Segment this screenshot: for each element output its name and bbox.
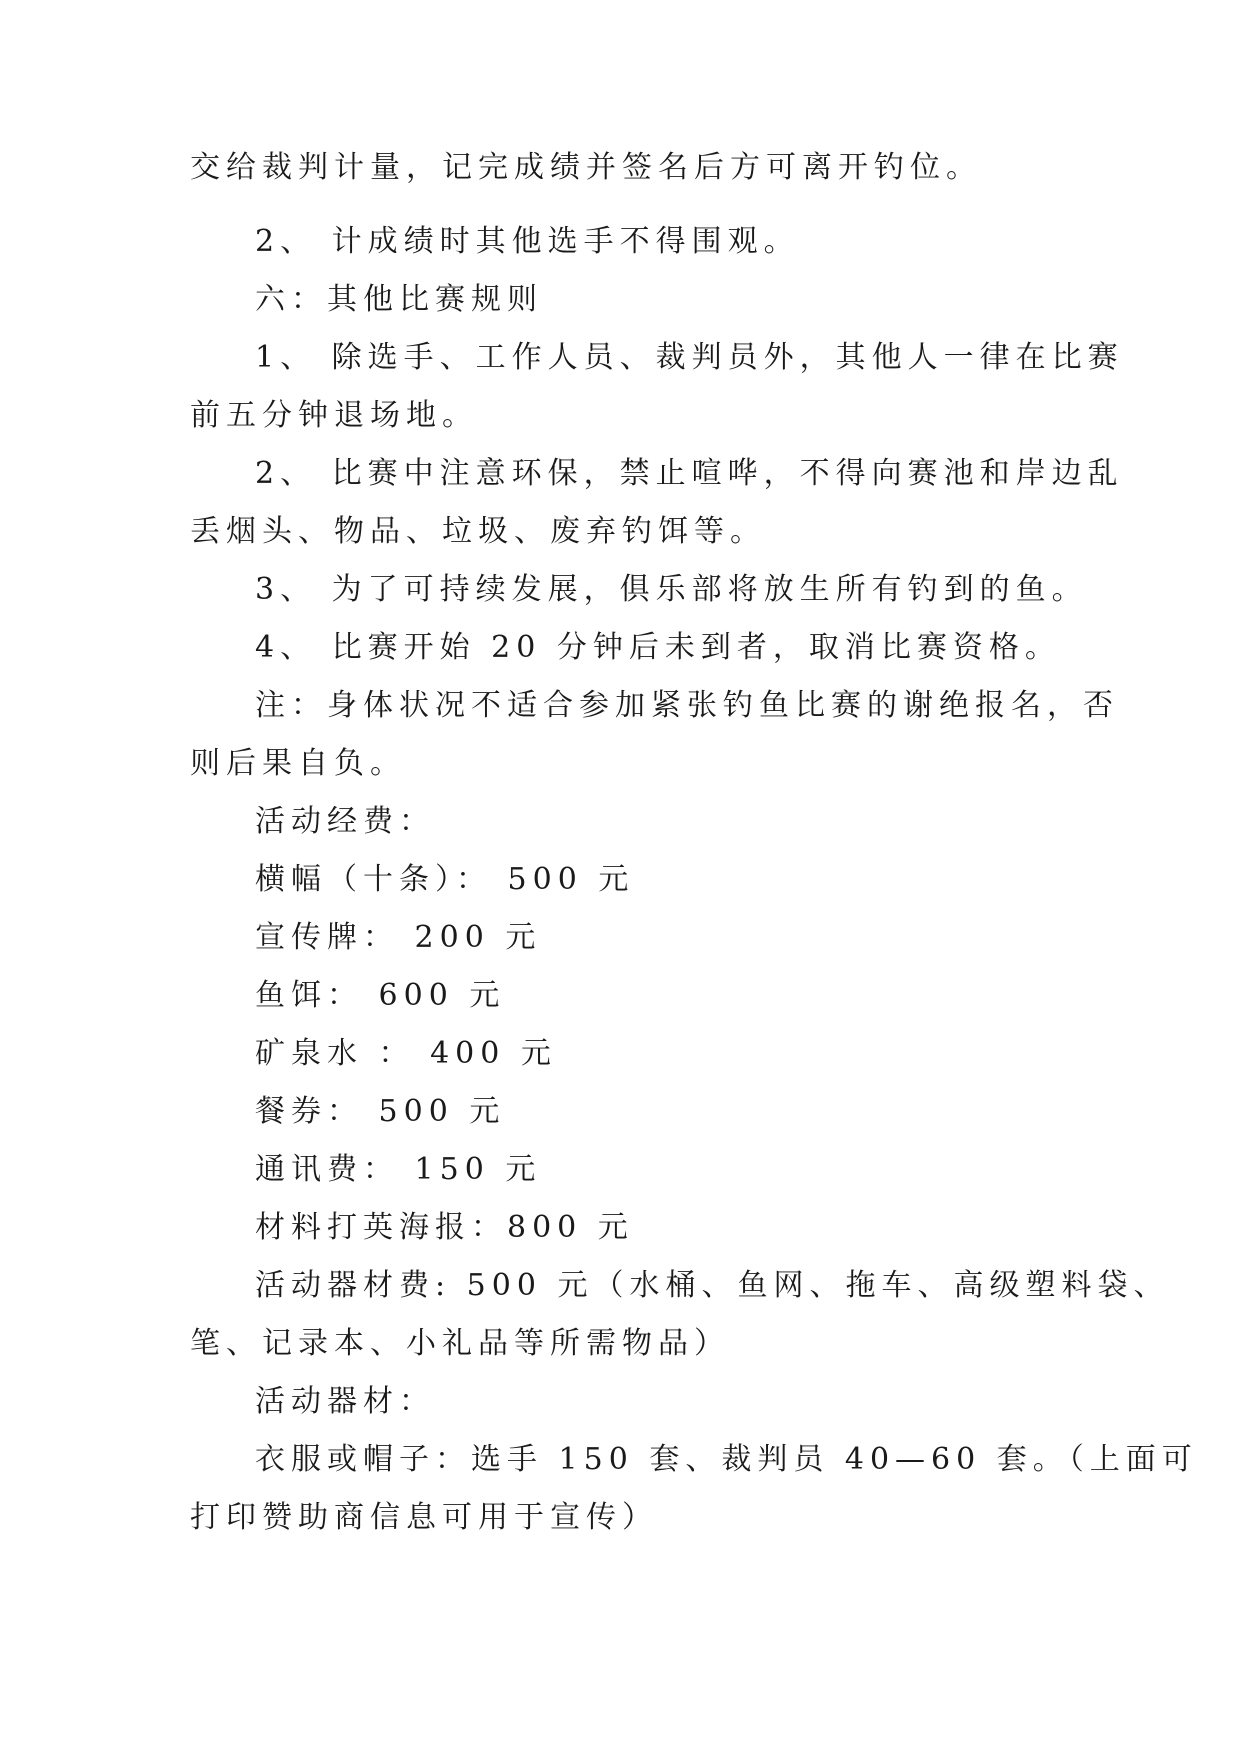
equipment-item: 打印赞助商信息可用于宣传）: [190, 1500, 658, 1535]
text-line: 前五分钟退场地。: [190, 398, 478, 433]
text-line: 3、 为了可持续发展，俱乐部将放生所有钓到的鱼。: [255, 572, 1088, 607]
text-line: 4、 比赛开始 20 分钟后未到者，取消比赛资格。: [255, 630, 1061, 665]
text-line: 丢烟头、物品、垃圾、废弃钓饵等。: [190, 514, 766, 549]
expense-item: 矿泉水 ： 400 元: [255, 1036, 557, 1071]
note-line: 注：身体状况不适合参加紧张钓鱼比赛的谢绝报名，否: [255, 688, 1119, 723]
text-line: 1、 除选手、工作人员、裁判员外，其他人一律在比赛: [255, 340, 1124, 375]
expense-item: 宣传牌： 200 元: [255, 920, 542, 955]
text-line: 2、 比赛中注意环保，禁止喧哗，不得向赛池和岸边乱: [255, 456, 1124, 491]
note-line: 则后果自负。: [190, 746, 406, 781]
expense-item: 横幅（十条）： 500 元: [255, 862, 635, 897]
section-heading: 活动器材：: [255, 1384, 435, 1419]
expense-item: 活动器材费: 500 元（水桶、鱼网、拖车、高级塑料袋、: [255, 1268, 1170, 1303]
expense-item: 鱼饵： 600 元: [255, 978, 506, 1013]
section-heading: 活动经费：: [255, 804, 435, 839]
text-line: 2、 计成绩时其他选手不得围观。: [255, 224, 800, 259]
expense-item: 通讯费： 150 元: [255, 1152, 542, 1187]
expense-item: 笔、记录本、小礼品等所需物品）: [190, 1326, 730, 1361]
equipment-item: 衣服或帽子：选手 150 套、裁判员 40—60 套。（上面可: [255, 1442, 1198, 1477]
expense-item: 材料打英海报：800 元: [255, 1210, 634, 1245]
text-line: 交给裁判计量，记完成绩并签名后方可离开钓位。: [190, 150, 982, 185]
section-heading: 六：其他比赛规则: [255, 282, 543, 317]
expense-item: 餐券： 500 元: [255, 1094, 506, 1129]
